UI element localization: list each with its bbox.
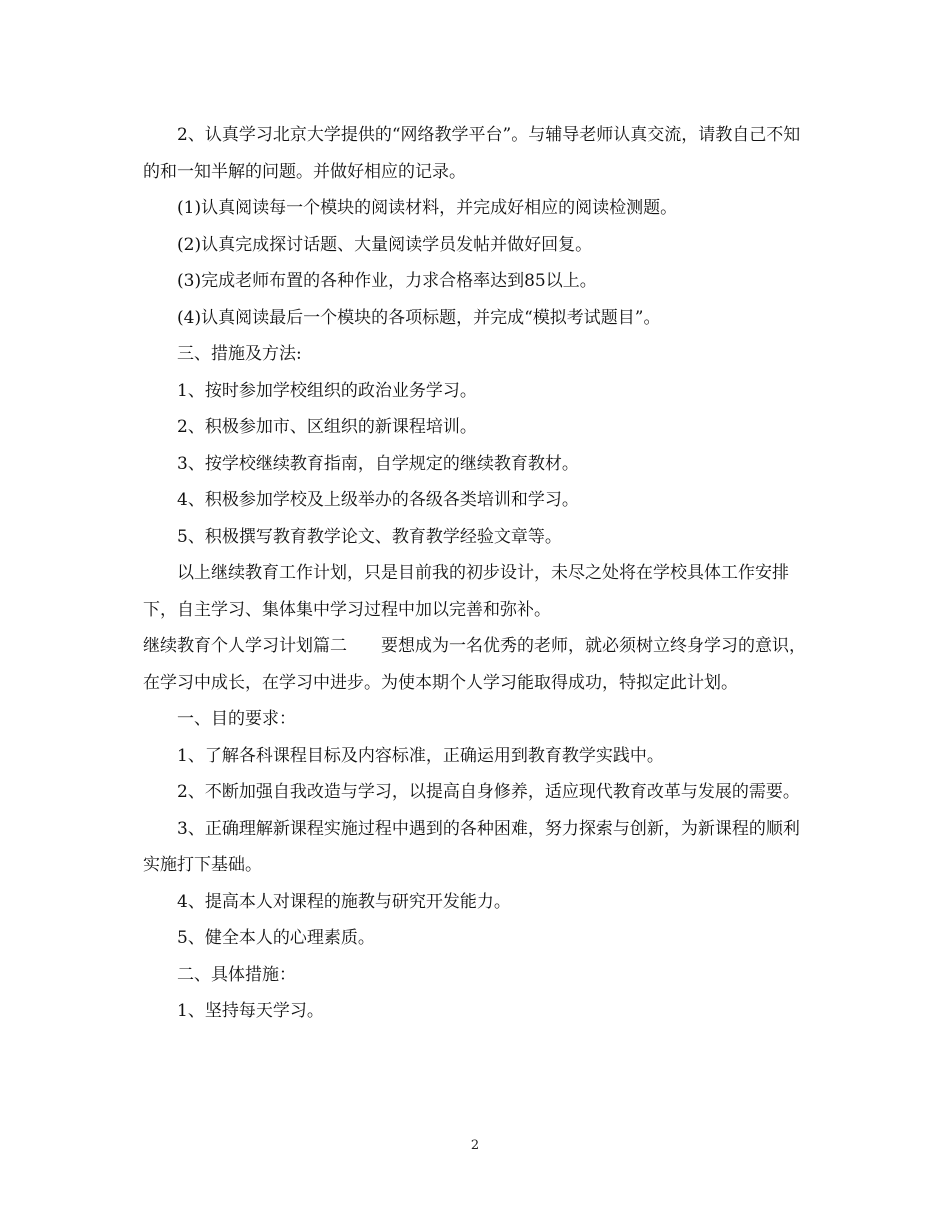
page-number: 2 [470,1138,480,1153]
paragraph-12: 以上继续教育工作计划，只是目前我的初步设计，未尽之处将在学校具体工作安排下，自主学习、集体集中学习过程中加以完善和弥补。 [143,563,789,620]
paragraph-11: 5、积极撰写教育教学论文、教育教学经验文章等。 [177,526,562,547]
paragraph-18: 4、提高本人对课程的施教与研究开发能力。 [177,891,511,912]
paragraph-4: (3)完成老师布置的各种作业，力求合格率达到85以上。 [177,271,597,291]
document-body [143,117,815,1030]
section-title-plan-two: 继续教育个人学习计划篇二 要想成为一名优秀的老师，就必须树立终身学习的意识，在学习中成长，在学习中进步。为使本期个人学习能取得成功，特拟定此计划。 [143,636,806,693]
paragraph-1: 2、认真学习北京大学提供的“网络教学平台”。与辅导老师认真交流，请教自己不知的和一知半解的问题。并做好相应的记录。 [143,125,801,182]
paragraph-17: 3、正确理解新课程实施过程中遇到的各种困难，努力探索与创新，为新课程的顺利实施打下基础。 [143,818,800,875]
paragraph-7: 1、按时参加学校组织的政治业务学习。 [177,380,477,401]
paragraph-2: (1)认真阅读每一个模块的阅读材料，并完成好相应的阅读检测题。 [177,198,678,218]
paragraph-8: 2、积极参加市、区组织的新课程培训。 [177,417,477,437]
paragraph-5: (4)认真阅读最后一个模块的各项标题，并完成“模拟考试题目”。 [177,307,661,328]
section-heading-goals: 一、目的要求： [177,709,296,729]
paragraph-21: 1、坚持每天学习。 [177,1001,324,1021]
paragraph-16: 2、不断加强自我改造与学习，以提高自身修养，适应现代教育改革与发展的需要。 [177,782,800,802]
paragraph-10: 4、积极参加学校及上级举办的各级各类培训和学习。 [177,490,579,510]
paragraph-19: 5、健全本人的心理素质。 [177,928,375,948]
paragraph-9: 3、按学校继续教育指南，自学规定的继续教育教材。 [177,453,579,474]
section-heading-specific-measures: 二、具体措施： [177,964,296,985]
paragraph-3: (2)认真完成探讨话题、大量阅读学员发帖并做好回复。 [177,234,593,255]
paragraph-15: 1、了解各科课程目标及内容标准，正确运用到教育教学实践中。 [177,745,664,766]
section-heading-measures: 三、措施及方法: [177,344,302,364]
